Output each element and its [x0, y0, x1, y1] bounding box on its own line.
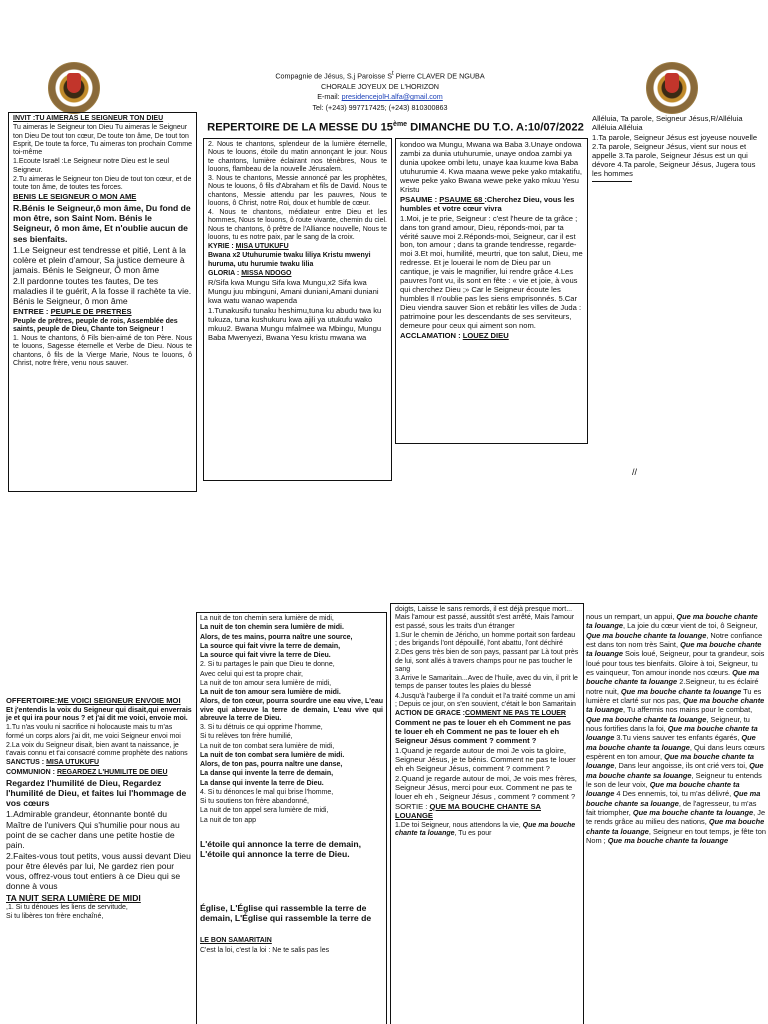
- nuit-l9: La nuit de ton amour sera lumière de midi.: [200, 689, 341, 696]
- samaritain-verse-4: 4.Jusqu'à l'auberge il l'a conduit et l'a traité comme un ami ; Depuis ce jour, on s'en souvient, c'était le bon Samaritain: [395, 692, 576, 708]
- nuit-l2: La nuit de ton chemin sera lumière de midi.: [200, 624, 344, 632]
- nuit-title: TA NUIT SERA LUMIÈRE DE MIDI: [6, 892, 141, 903]
- offertoire-heading: OFFERTOIRE:ME VOICI SEIGNEUR ENVOIE MOI: [6, 697, 181, 705]
- page-title: REPERTOIRE DE LA MESSE DU 15ème DIMANCHE DU T.O. A:10/07/2022: [207, 121, 584, 134]
- sanctus-heading: SANCTUS : MISA UTUKUFU: [6, 759, 100, 767]
- samaritain-verse-1: 1.Sur le chemin de Jéricho, un homme portait son fardeau ; des brigands l'ont dépouillé, l'ont abattu, l'ont déchiré: [395, 631, 576, 647]
- email-link[interactable]: presidencejolH.alfa@gmail.com: [341, 92, 443, 102]
- nuit-line-2: Si tu libères ton frère enchaîné,: [6, 912, 104, 920]
- eglise-text: Église, L'Église qui rassemble la terre de demain, L'Église qui rassemble la terre de: [200, 903, 372, 924]
- benis-title: BENIS LE SEIGNEUR O MON AME: [13, 192, 137, 202]
- samaritain-verse-3: 3.Arrive le Samaritain...Avec de l'huile, avec du vin, il prit le temps de panser toutes les plaies du blessé: [395, 675, 578, 691]
- phone-line: Tel: (+243) 997717425; (+243) 810300863: [312, 102, 448, 112]
- choir-name: CHORALE JOYEUX DE L'HORIZON: [321, 81, 439, 91]
- sortie-heading: SORTIE : QUE MA BOUCHE CHANTE SA LOUANGE: [395, 801, 541, 820]
- sortie-continuation: nous un rempart, un appui, Que ma bouche chante ta louange, La joie du cœur vient de toi, ô Seigneur, Que ma bouche chante ta louange, Notre confiance est dans ton nom très Saint, Que ma bouche chante ta louange Sois loué, Seigneur, pour ta grandeur, sois loué pour tous tes bienfaits. Gloire à toi, Seigneur, tu es vainqueur, Ton amour inonde nos cœurs. Que ma bouche chante ta louange 2.Seigneur, tu es éclairé notre nuit, Que ma bouche chante ta louange Tu es lumière et clarté sur nos pas, Que ma bouche chante ta louange, Tu affermis nos mains pour le combat, Que ma bouche chante ta louange, Seigneur, tu nous fortifies dans la foi, Que ma bouche chante ta louange 3.Tu viens sauver tes enfants égarés, Que ma bouche chante ta louange, Qui dans leurs cœurs espèrent en ton amour, Que ma bouche chante ta louange, Dans leur angoisse, ils ont crié vers toi, Que ma bouche chante sa louange, Seigneur tu entends le son de leur voix, Que ma bouche chante ta louange 4 Des ennemis, toi, tu m'as délivré, Que ma bouche chante sa louange, de l'agresseur, tu m'as fait triompher, Que ma bouche chante ta louange, Je te rends grâce au milieu des nations, Que ma bouche chante ta louange, Seigneur en tout temps, je fête ton Nom ; Que ma bouche chante ta louange: [586, 612, 766, 845]
- invit-verse-1: 1.Ecoute Israël :Le Seigneur notre Dieu est le seul Seigneur.: [13, 158, 170, 174]
- nuit-l3: Alors, de tes mains, pourra naître une source,: [200, 633, 353, 641]
- page-mark: //: [632, 467, 638, 477]
- gloria-heading: GLORIA : MISSA NDOGO: [208, 269, 292, 277]
- nuit-l5: La source qui fait vivre la terre de Dieu.: [200, 652, 331, 659]
- psaume-heading: PSAUME : PSAUME 68 :Cherchez Dieu, vous les humbles et votre cœur vivra: [400, 194, 575, 213]
- entree-verse-3: 3. Nous te chantons, Messie annoncé par les prophètes, Nous te louons, ô fils d'Abraham et fils de David. Nous te chantons, Messie attendu par les pauvres, Nous te louons, ô Christ, notre Roi, doux et humble de cœur.: [208, 175, 387, 207]
- entree-refrain: Peuple de prêtres, peuple de rois, Assemblée des saints, peuple de Dieu, Chante ton Seigneur !: [13, 317, 178, 333]
- sortie-column: [586, 612, 766, 1024]
- gloria-refrain: R/Sifa kwa Mungu Sifa kwa Mungu,x2 Sifa kwa Mungu juu mbinguni, Amani duniani,Amani duniani kwa watu wanao wapenda: [208, 278, 379, 305]
- offertoire-verse-2: 2.La voix du Seigneur disait, bien avant ta naissance, je t'avais connu et t'ai consacré comme prophète des nations: [6, 741, 188, 758]
- nuit-l21: La nuit de ton app: [200, 816, 257, 824]
- nuit-l7: Avec celui qui est ta propre chair,: [200, 670, 303, 678]
- communion-refrain: Regardez l'humilité de Dieu, Regardez l'humilité de Dieu, et faites lui l'hommage de vos cœurs: [6, 777, 187, 809]
- nuit-l15: Alors, de ton pas, pourra naître une danse,: [200, 761, 343, 768]
- nuit-l19: Si tu soutiens ton frère abandonné,: [200, 798, 309, 805]
- email-line: E-mail: presidencejolH.alfa@gmail.com: [317, 92, 443, 102]
- benis-verse-1: 1.Le Seigneur est tendresse et pitié, Lent à la colère et plein d'amour, Sa justice demeure à jamais. Bénis le Seigneur, Ô mon âme: [13, 244, 186, 276]
- nuit-l18: 4. Si tu dénonces le mal qui brise l'homme,: [200, 788, 334, 796]
- benis-verse-2: 2.Il pardonne toutes tes fautes, De tes maladies il te guérit, A la fosse il rachète ta vie. Bénis le Seigneur, ô mon âme: [13, 276, 192, 307]
- offertoire-refrain: Et j'entendis la voix du Seigneur qui disait,qui enverrais je et qui ira pour nous ? et j'ai dit me voici, envoie moi.: [6, 706, 192, 723]
- action-de-grace-verse-1: 1.Quand je regarde autour de moi Je vois ta gloire, Seigneur Jésus, je te bénis. Comment ne pas te louer eh eh Seigneur Jésus, comment ? comment ?: [395, 746, 576, 774]
- nuit-line-1: ,1. Si tu dénoues les liens de servitude,: [6, 903, 128, 911]
- acclamation-column: [592, 115, 762, 225]
- nuit-l20: La nuit de ton appel sera lumière de midi,: [200, 807, 329, 815]
- kyrie-text: Bwana x2 Utuhurumie twaku liliya Kristu mwenyi huruma, utu hurumie twaku lilia: [208, 252, 371, 268]
- nuit-l1: La nuit de ton chemin sera lumière de midi,: [200, 615, 334, 622]
- nuit-l4: La source qui fait vivre la terre de demain,: [200, 642, 341, 650]
- sortie-verse-1: 1.De toi Seigneur, nous attendons la vie, Que ma bouche chante ta louange, Tu es pour: [395, 821, 576, 837]
- acclamation-heading: ACCLAMATION : LOUEZ DIEU: [400, 331, 509, 341]
- nuit-l17: La danse qui invente la terre de Dieu.: [200, 779, 324, 787]
- divider: [592, 181, 632, 182]
- acclamation-refrain: Alléluia, Ta parole, Seigneur Jésus,R/Alléluia Alléluia Alléluia: [592, 115, 743, 132]
- nuit-l10: Alors, de ton cœur, pourra sourdre une eau vive, L'eau vive qui abreuve la terre de demain, L'eau vive qui abreuve la terre de Dieu.: [200, 698, 383, 722]
- nuit-l12: Si tu relèves ton frère humilié,: [200, 733, 293, 741]
- bon-samaritain-start: C'est la loi, c'est la loi : Ne te salis pas les: [200, 946, 330, 954]
- nuit-l16: La danse qui invente la terre de demain,: [200, 770, 334, 778]
- offertoire-column: [6, 697, 192, 1024]
- communion-heading: COMMUNION : REGARDEZ L'HUMILITE DE DIEU: [6, 768, 168, 776]
- entree-verse-1: 1. Nous te chantons, ô Fils bien-aimé de ton Père. Nous te louons, Sagesse éternelle et Verbe de Dieu. Nous te chantons, ô fils de la Vierge Marie, Nous te louons, ô Christ, notre frère, venu nous sauver.: [13, 335, 192, 367]
- samaritain-verse-2: 2.Des gens très bien de son pays, passant par Là tout près de lui, sont allés à travers champs pour ne pas toucher le sang: [395, 649, 579, 673]
- nuit-column: [196, 612, 387, 1024]
- invit-verse-2: 2.Tu aimeras le Seigneur ton Dieu de tout ton cœur, et de toute ton âme, de toutes tes forces.: [13, 175, 192, 191]
- bon-samaritain-title: LE BON SAMARITAIN: [200, 937, 272, 945]
- choir-logo-right: [646, 62, 698, 114]
- entree-verse-2: 2. Nous te chantons, splendeur de la lumière éternelle, Nous te louons, étoile du matin annonçant le jour. Nous te chantons, lumière éclairant nos ténèbres, Nous te louons, flambeau de la nouvelle Jérusalem.: [208, 141, 387, 173]
- parish-line: Compagnie de Jésus, S.j Paroisse $S^t$ Pierre CLAVER DE NGUBA: [275, 71, 485, 81]
- nuit-l13: La nuit de ton combat sera lumière de midi,: [200, 742, 335, 750]
- nuit-l14: La nuit de ton combat sera lumière de midi.: [200, 751, 345, 759]
- choir-logo-left: [48, 62, 100, 114]
- invit-refrain: Tu aimeras le Seigneur ton Dieu Tu aimeras le Seigneur ton Dieu De tout ton cœur, De toute ton âme, De tout ton Esprit, De toute ta force, Tu aimeras ton prochain Comme toi-même: [13, 124, 192, 156]
- samaritain-refrain: doigts, Laisse le sans remords, il est déjà presque mort... Mais l'amour est passé, aussitôt s'est arrêté, Mais l'amour est passé, sous les traits d'un étranger: [395, 606, 575, 630]
- invit-entree-box: [8, 112, 197, 492]
- psaume-text: 1.Moi, je te prie, Seigneur : c'est l'heure de ta grâce ; dans ton grand amour, Dieu, réponds-moi, par ta vérité sauve moi 2.Réponds-moi, Seigneur, car il est bon, ton amour ; dans ta grande tendresse, regarde-moi 3.Et moi, humilité, meurtri, que ton salut, Dieu, me redresse. Et je louerai le nom de Dieu par un cantique, je vais le magnifier, lui rendre grâce 4.Les pauvres l'ont vu, ils sont en fête : « vie et joie, à vous qui cherchez Dieu ;» Car le Seigneur écoute les humbles Il n'oublie pas les siens emprisonnés. 5.Car Dieu viendra sauver Sion et rebâtir les villes de Juda : patrimoine pour les descendants de ses serviteurs, demeure pour ceux qui aiment son nom.: [400, 213, 583, 331]
- top-middle-column: [203, 138, 392, 481]
- samaritain-column: [390, 603, 584, 1024]
- action-de-grace-refrain: Comment ne pas te louer eh eh Comment ne pas te louer eh eh Comment ne pas te louer eh eh Seigneur Jésus comment ? comment ?: [395, 718, 571, 746]
- nuit-l6: 2. Si tu partages le pain que Dieu te donne,: [200, 661, 335, 669]
- action-de-grace-heading: ACTION DE GRACE :COMMENT NE PAS TE LOUER: [395, 710, 566, 717]
- offertoire-verse-1: 1.Tu n'as voulu ni sacrifice ni holocauste mais tu m'as formé un corps alors j'ai dit, me voici Seigneur envoi moi: [6, 724, 181, 740]
- action-de-grace-verse-2: 2.Quand je regarde autour de moi, Je vois mes frères, Seigneur Jésus, merci pour eux. Comment ne pas te louer eh eh , Seigneur Jésus , comment ? comment ?: [395, 773, 577, 801]
- benis-refrain: R.Bénis le Seigneur,ô mon âme, Du fond de mon être, son Saint Nom. Bénis le Seigneur, ô mon âme, Et n'oublie aucun de ses bienfaits.: [13, 203, 191, 244]
- acclamation-verses: 1.Ta parole, Seigneur Jésus est joyeuse nouvelle 2.Ta parole, Seigneur Jésus, vient sur nous et appelle 3.Ta parole, Seigneur Jésus est un qui dévore 4.Ta parole, Seigneur Jésus, Jugera tous les hommes: [592, 132, 758, 178]
- entree-heading: ENTREE : PEUPLE DE PRETRES: [13, 306, 132, 316]
- kyrie-heading: KYRIE : MISA UTUKUFU: [208, 243, 289, 250]
- document-header: [200, 70, 560, 113]
- entree-verse-4: 4. Nous te chantons, médiateur entre Dieu et les hommes, Nous te louons, ô route vivante, chemin du ciel. Nous te chantons, ô prêtre de l'Alliance nouvelle, Nous te louons, tu es notre paix, par le sang de la croix.: [208, 209, 387, 241]
- top-right-column: [395, 138, 588, 444]
- gloria-verse-1: 1.Tunakusifu tunaku heshimu,tuna ku abudu twa ku tukuza, tuna kushukuru kwa ajili ya utukufu wako mkuu2. Bwana Mungu mfalmee wa Mbingu, Mungu Baba Mwenyezi, Bwana Yesu kristu mwana wa: [208, 305, 382, 342]
- etoile-text: L'étoile qui annonce la terre de demain, L'étoile qui annonce la terre de Dieu.: [200, 838, 362, 859]
- nuit-l8: La nuit de ton amour sera lumière de midi,: [200, 679, 332, 687]
- communion-verse-1: 1.Admirable grandeur, étonnante bonté du Maître de l'univers Qui s'humilie pour nous au point de se cacher dans une petite hostie de pain.: [6, 809, 180, 850]
- invit-title: INVIT :TU AIMERAS LE SEIGNEUR TON DIEU: [13, 115, 164, 122]
- communion-verse-2: 2.Faites-vous tout petits, vous aussi devant Dieu pour être élevés par lui, Ne gardez rien pour vous, offrez-vous tout entiers à ce Dieu qui se donne à vous: [6, 850, 191, 892]
- gloria-continuation: kondoo wa Mungu, Mwana wa Baba 3.Unaye ondowa zambi za dunia utuhurumie, unaye ondoa zambi ya dunia upokee ombi letu, unaye kaa kuume kwa Baba utuhurumie 4. Kwa maana wewe peke yako mtakatifu, wewe peke yako Bwana wewe peke yako mkuu Yesu Kristu: [400, 140, 582, 194]
- nuit-l11: 3. Si tu détruis ce qui opprime l'homme,: [200, 724, 323, 731]
